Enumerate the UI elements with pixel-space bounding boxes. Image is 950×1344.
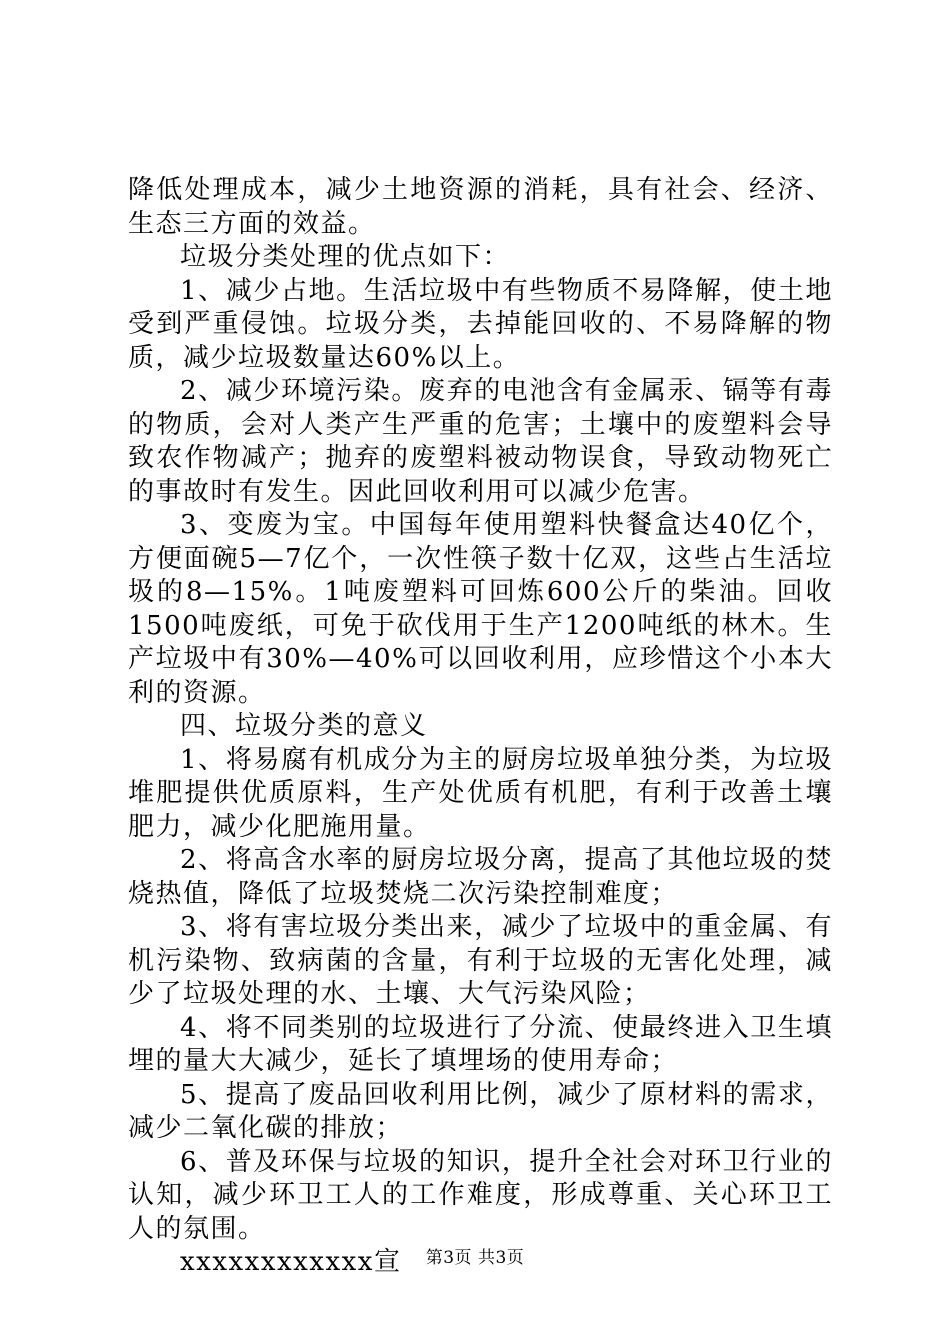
paragraph-signature: xxxxxxxxxxxx宣 bbox=[180, 1247, 402, 1277]
document-body bbox=[128, 174, 833, 1280]
paragraph-significance-5: 5、提高了废品回收利用比例，减少了原材料的需求，减少二氧化碳的排放； bbox=[128, 1079, 833, 1143]
paragraph-significance-6: 6、普及环保与垃圾的知识，提升全社会对环卫行业的认知，减少环卫工人的工作难度，形成尊重、关心环卫工人的氛围。 bbox=[128, 1146, 833, 1244]
paragraph-significance-4: 4、将不同类别的垃圾进行了分流、使最终进入卫生填埋的量大大减少，延长了填埋场的使用寿命； bbox=[128, 1012, 833, 1076]
paragraph-advantage-2: 2、减少环境污染。废弃的电池含有金属汞、镉等有毒的物质，会对人类产生严重的危害；土壤中的废塑料会导致农作物减产；抛弃的废塑料被动物误食，导致动物死亡的事故时有发生。因此回收利用可以减少危害。 bbox=[128, 376, 833, 507]
page-number-footer: 第3页 共3页 bbox=[425, 1248, 525, 1268]
paragraph-advantage-3: 3、变废为宝。中国每年使用塑料快餐盒达40亿个，方便面碗5—7亿个，一次性筷子数十亿双，这些占生活垃圾的8—15%。1吨废塑料可回炼600公斤的柴油。回收1500吨废纸，可免于砍伐用于生产1200吨纸的林木。生产垃圾中有30%—40%可以回收利用，应珍惜这个小本大利的资源。 bbox=[128, 510, 833, 708]
paragraph-significance-2: 2、将高含水率的厨房垃圾分离，提高了其他垃圾的焚烧热值，降低了垃圾焚烧二次污染控制难度； bbox=[128, 845, 833, 909]
paragraph-advantage-1: 1、减少占地。生活垃圾中有些物质不易降解，使土地受到严重侵蚀。垃圾分类，去掉能回收的、不易降解的物质，减少垃圾数量达60%以上。 bbox=[128, 275, 833, 373]
paragraph-advantages-heading: 垃圾分类处理的优点如下： bbox=[180, 242, 511, 272]
section-heading-significance: 四、垃圾分类的意义 bbox=[180, 711, 428, 741]
paragraph-significance-1: 1、将易腐有机成分为主的厨房垃圾单独分类，为垃圾堆肥提供优质原料，生产处优质有机肥，有利于改善土壤肥力，减少化肥施用量。 bbox=[128, 744, 833, 842]
paragraph-significance-3: 3、将有害垃圾分类出来，减少了垃圾中的重金属、有机污染物、致病菌的含量，有利于垃圾的无害化处理，减少了垃圾处理的水、土壤、大气污染风险； bbox=[128, 912, 833, 1009]
paragraph-intro-continuation: 降低处理成本，减少土地资源的消耗，具有社会、经济、生态三方面的效益。 bbox=[128, 175, 833, 239]
